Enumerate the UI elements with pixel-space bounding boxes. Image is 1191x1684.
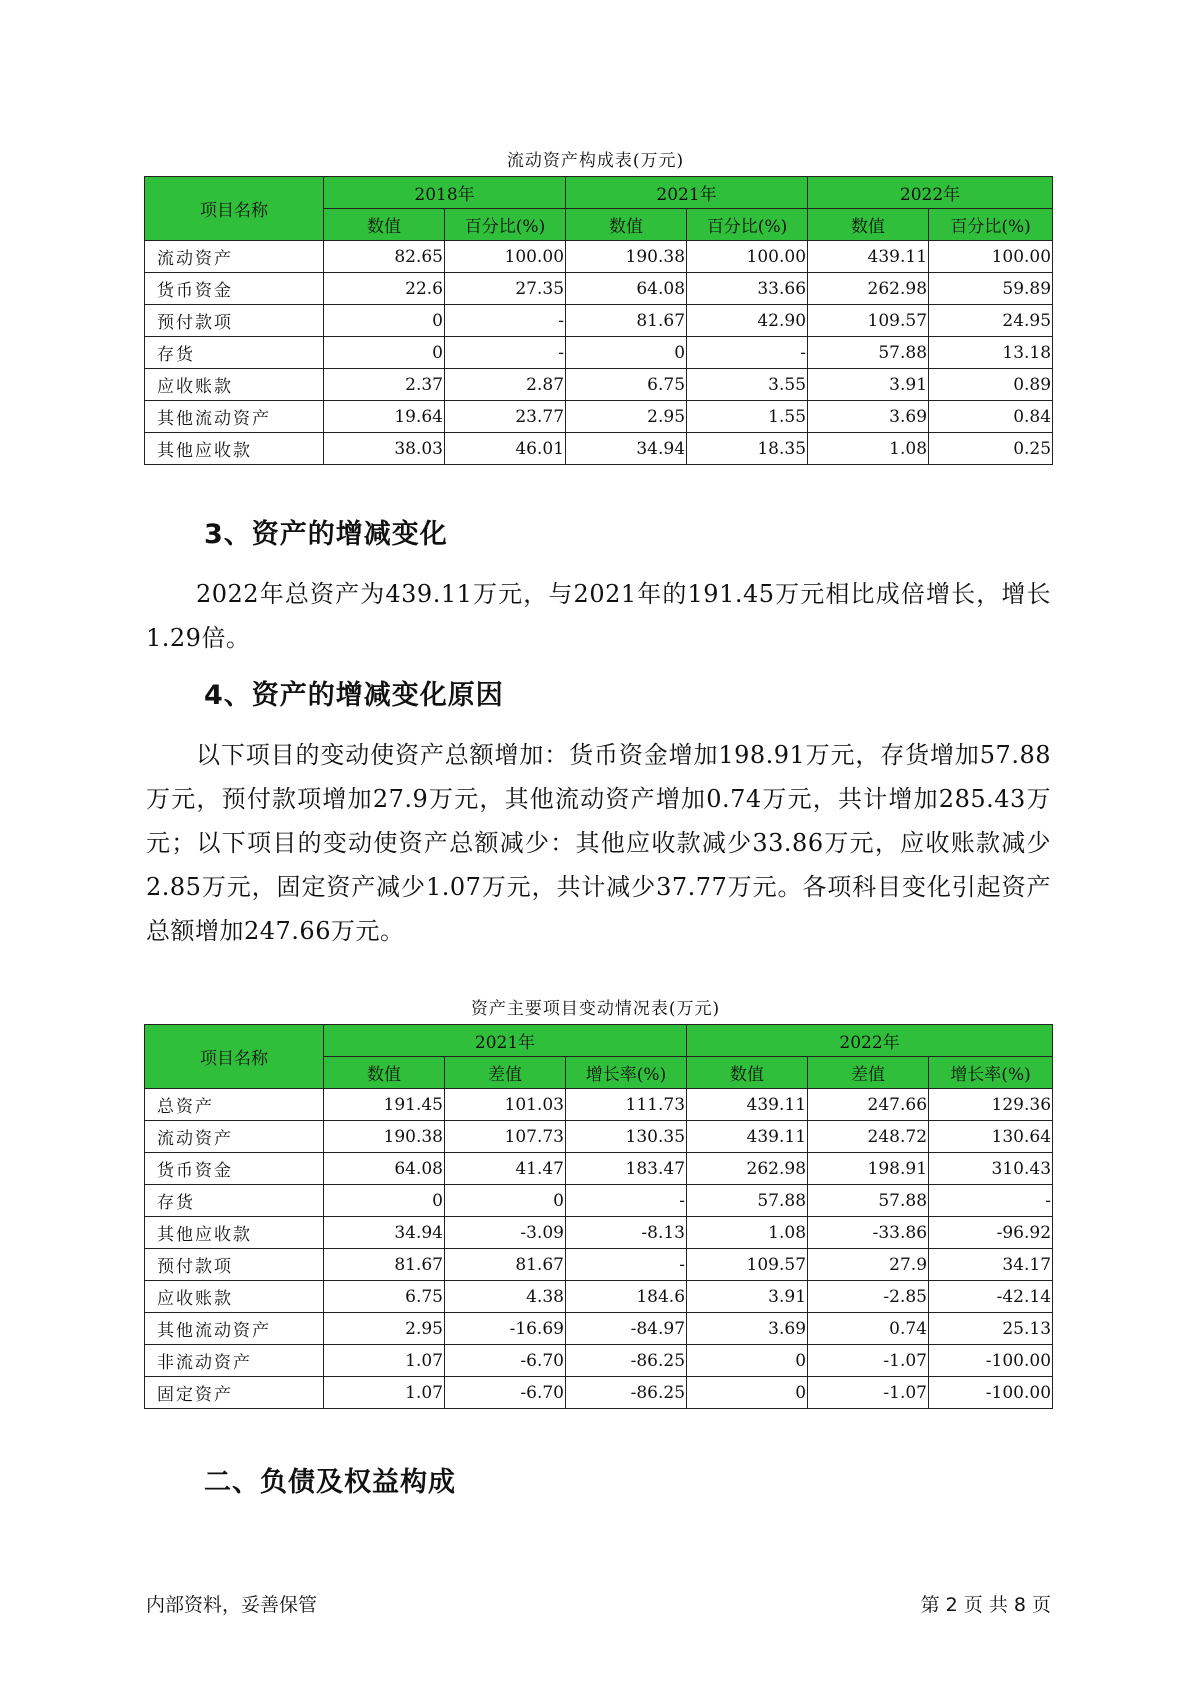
table-row: [145, 1345, 1053, 1377]
table-cell: 190.38: [566, 241, 687, 273]
table-cell: 64.08: [566, 273, 687, 305]
table-cell: -: [566, 1185, 687, 1217]
table-cell: 130.64: [929, 1121, 1053, 1153]
table-row: [145, 1121, 1053, 1153]
table-cell: 57.88: [808, 1185, 929, 1217]
table-cell: -96.92: [929, 1217, 1053, 1249]
table-cell: 101.03: [445, 1089, 566, 1121]
row-label: 存货: [145, 337, 324, 369]
table-cell: 33.66: [687, 273, 808, 305]
table-cell: 439.11: [808, 241, 929, 273]
table-row: [145, 1217, 1053, 1249]
sub-header: 差值: [445, 1057, 566, 1089]
footer-page-number: 第 2 页 共 8 页: [920, 1594, 1051, 1616]
table-cell: 100.00: [445, 241, 566, 273]
item-name-header: 项目名称: [145, 1025, 324, 1089]
table-cell: 100.00: [929, 241, 1053, 273]
table-cell: 1.07: [324, 1377, 445, 1409]
table-row: [145, 1153, 1053, 1185]
table-cell: 6.75: [566, 369, 687, 401]
table-cell: -3.09: [445, 1217, 566, 1249]
table-cell: 1.55: [687, 401, 808, 433]
table-cell: 41.47: [445, 1153, 566, 1185]
section-heading: 3、资产的增减变化: [204, 519, 448, 550]
table-cell: 184.6: [566, 1281, 687, 1313]
year-header: 2022年: [808, 177, 1053, 209]
table-cell: -6.70: [445, 1377, 566, 1409]
table-cell: 3.91: [687, 1281, 808, 1313]
section3-paragraph: 2022年总资产为439.11万元，与2021年的191.45万元相比成倍增长，增长1.29倍。: [146, 580, 1051, 652]
table-row: [145, 305, 1053, 337]
table-row: [145, 369, 1053, 401]
row-label: 货币资金: [145, 273, 324, 305]
row-label: 非流动资产: [145, 1345, 324, 1377]
table1-caption: 流动资产构成表(万元): [506, 151, 685, 171]
row-label: 其他应收款: [145, 433, 324, 465]
table-cell: 109.57: [808, 305, 929, 337]
table-cell: 0: [324, 305, 445, 337]
table-cell: 57.88: [687, 1185, 808, 1217]
table-row: [145, 1249, 1053, 1281]
table-cell: 0.84: [929, 401, 1053, 433]
row-label: 应收账款: [145, 369, 324, 401]
footer-confidential-note: 内部资料，妥善保管: [146, 1594, 318, 1616]
table-cell: 100.00: [687, 241, 808, 273]
table-cell: -42.14: [929, 1281, 1053, 1313]
table-cell: 2.87: [445, 369, 566, 401]
sub-header: 百分比(%): [445, 209, 566, 241]
table-cell: 248.72: [808, 1121, 929, 1153]
table-cell: 262.98: [808, 273, 929, 305]
table-cell: -100.00: [929, 1377, 1053, 1409]
row-label: 固定资产: [145, 1377, 324, 1409]
table-cell: 81.67: [324, 1249, 445, 1281]
table-cell: 0: [445, 1185, 566, 1217]
table-cell: -84.97: [566, 1313, 687, 1345]
table-cell: 191.45: [324, 1089, 445, 1121]
table-cell: 27.35: [445, 273, 566, 305]
current-assets-table: [144, 176, 1053, 465]
table-cell: -6.70: [445, 1345, 566, 1377]
table-cell: 2.37: [324, 369, 445, 401]
section-heading: 二、负债及权益构成: [204, 1467, 456, 1498]
table-cell: 42.90: [687, 305, 808, 337]
table-cell: -100.00: [929, 1345, 1053, 1377]
table-cell: 262.98: [687, 1153, 808, 1185]
table-cell: 18.35: [687, 433, 808, 465]
table-cell: 24.95: [929, 305, 1053, 337]
table-cell: 38.03: [324, 433, 445, 465]
row-label: 流动资产: [145, 1121, 324, 1153]
table2-caption: 资产主要项目变动情况表(万元): [470, 999, 721, 1019]
table-cell: 439.11: [687, 1121, 808, 1153]
table-cell: 107.73: [445, 1121, 566, 1153]
sub-header: 数值: [566, 209, 687, 241]
row-label: 存货: [145, 1185, 324, 1217]
sub-header: 数值: [324, 1057, 445, 1089]
row-label: 流动资产: [145, 241, 324, 273]
item-name-header: 项目名称: [145, 177, 324, 241]
table-cell: 198.91: [808, 1153, 929, 1185]
table-row: [145, 433, 1053, 465]
year-header: 2022年: [687, 1025, 1053, 1057]
year-header: 2018年: [324, 177, 566, 209]
table-cell: 4.38: [445, 1281, 566, 1313]
table-cell: 1.08: [808, 433, 929, 465]
table-cell: 0: [687, 1377, 808, 1409]
table-row: [145, 1089, 1053, 1121]
table-cell: 34.94: [324, 1217, 445, 1249]
table-cell: 25.13: [929, 1313, 1053, 1345]
table-cell: 111.73: [566, 1089, 687, 1121]
table-cell: 0: [687, 1345, 808, 1377]
table-cell: 59.89: [929, 273, 1053, 305]
table-cell: 3.55: [687, 369, 808, 401]
sub-header: 百分比(%): [929, 209, 1053, 241]
table-cell: -: [566, 1249, 687, 1281]
table-cell: 0: [324, 337, 445, 369]
sub-header: 增长率(%): [566, 1057, 687, 1089]
row-label: 货币资金: [145, 1153, 324, 1185]
table-cell: 310.43: [929, 1153, 1053, 1185]
row-label: 其他流动资产: [145, 1313, 324, 1345]
asset-changes-table: [144, 1024, 1053, 1409]
table-cell: 109.57: [687, 1249, 808, 1281]
sub-header: 百分比(%): [687, 209, 808, 241]
table-cell: -1.07: [808, 1377, 929, 1409]
table-cell: 247.66: [808, 1089, 929, 1121]
table-cell: -86.25: [566, 1377, 687, 1409]
table-cell: 19.64: [324, 401, 445, 433]
table-cell: 129.36: [929, 1089, 1053, 1121]
table-row: [145, 1377, 1053, 1409]
table-cell: 0.25: [929, 433, 1053, 465]
year-header: 2021年: [324, 1025, 687, 1057]
table-row: [145, 401, 1053, 433]
row-label: 其他应收款: [145, 1217, 324, 1249]
table-row: [145, 241, 1053, 273]
sub-header: 数值: [324, 209, 445, 241]
table-cell: 46.01: [445, 433, 566, 465]
table-cell: 34.17: [929, 1249, 1053, 1281]
row-label: 预付款项: [145, 1249, 324, 1281]
table-cell: -1.07: [808, 1345, 929, 1377]
row-label: 其他流动资产: [145, 401, 324, 433]
table-cell: -33.86: [808, 1217, 929, 1249]
table-cell: -16.69: [445, 1313, 566, 1345]
table-cell: 130.35: [566, 1121, 687, 1153]
sub-header: 数值: [808, 209, 929, 241]
table-cell: 0.74: [808, 1313, 929, 1345]
table-cell: 13.18: [929, 337, 1053, 369]
table-cell: 2.95: [566, 401, 687, 433]
table-cell: 27.9: [808, 1249, 929, 1281]
table-cell: -: [687, 337, 808, 369]
section-heading: 4、资产的增减变化原因: [204, 680, 504, 711]
table-row: [145, 1281, 1053, 1313]
table-cell: -: [929, 1185, 1053, 1217]
table-row: [145, 1185, 1053, 1217]
table-cell: 0: [324, 1185, 445, 1217]
table-cell: 190.38: [324, 1121, 445, 1153]
table-cell: 23.77: [445, 401, 566, 433]
table-cell: 0.89: [929, 369, 1053, 401]
table-cell: 6.75: [324, 1281, 445, 1313]
table-cell: 3.69: [687, 1313, 808, 1345]
table-cell: -8.13: [566, 1217, 687, 1249]
section4-paragraph: 以下项目的变动使资产总额增加：货币资金增加198.91万元，存货增加57.88万元，预付款项增加27.9万元，其他流动资产增加0.74万元，共计增加285.43万元；以下项目的变动使资产总额减少：其他应收款减少33.86万元，应收账款减少2.85万元，固定资产减少1.07万元，共计减少37.77万元。各项科目变化引起资产总额增加247.66万元。: [146, 741, 1051, 945]
table-cell: 34.94: [566, 433, 687, 465]
table-row: [145, 273, 1053, 305]
table-cell: 57.88: [808, 337, 929, 369]
row-label: 预付款项: [145, 305, 324, 337]
table-cell: 81.67: [445, 1249, 566, 1281]
table-cell: 81.67: [566, 305, 687, 337]
table-cell: 3.91: [808, 369, 929, 401]
sub-header: 差值: [808, 1057, 929, 1089]
table-cell: 0: [566, 337, 687, 369]
table-cell: 64.08: [324, 1153, 445, 1185]
table-cell: 82.65: [324, 241, 445, 273]
table-row: [145, 337, 1053, 369]
row-label: 总资产: [145, 1089, 324, 1121]
table-cell: 3.69: [808, 401, 929, 433]
table-cell: 2.95: [324, 1313, 445, 1345]
row-label: 应收账款: [145, 1281, 324, 1313]
table-cell: 1.08: [687, 1217, 808, 1249]
table-row: [145, 1313, 1053, 1345]
table-cell: 183.47: [566, 1153, 687, 1185]
table-cell: -: [445, 305, 566, 337]
table-cell: -2.85: [808, 1281, 929, 1313]
year-header: 2021年: [566, 177, 808, 209]
table-cell: 439.11: [687, 1089, 808, 1121]
table-cell: 22.6: [324, 273, 445, 305]
sub-header: 增长率(%): [929, 1057, 1053, 1089]
sub-header: 数值: [687, 1057, 808, 1089]
table-cell: -: [445, 337, 566, 369]
table-cell: -86.25: [566, 1345, 687, 1377]
table-cell: 1.07: [324, 1345, 445, 1377]
